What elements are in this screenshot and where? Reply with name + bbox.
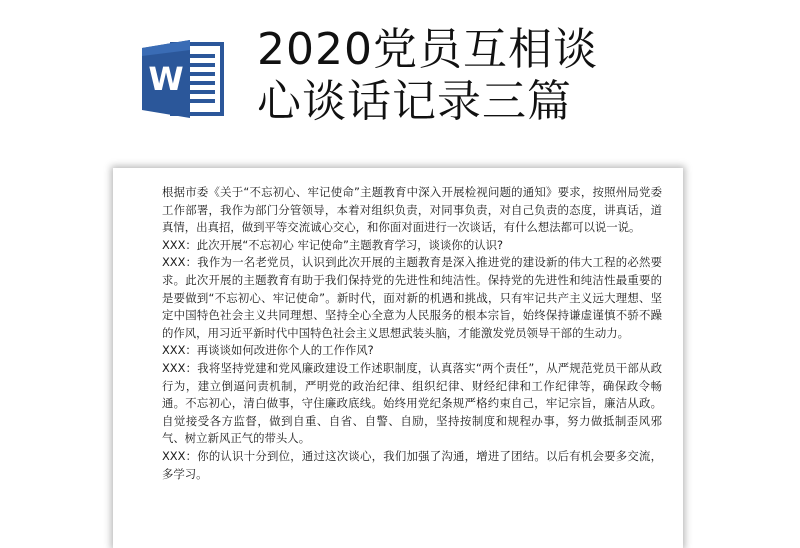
document-paragraph: XXX：你的认识十分到位，通过这次谈心，我们加强了沟通，增进了团结。以后有机会要多交流，多学习。: [162, 448, 662, 481]
sheet-line: [188, 81, 215, 85]
sheet-line: [188, 54, 215, 58]
header: [0, 0, 800, 160]
word-tile-letter: W: [148, 60, 184, 98]
document-paragraph: XXX：我将坚持党建和党风廉政建设工作述职制度，认真落实“两个责任”，从严规范党员干部从政行为，建立倒逼问责机制，严明党的政治纪律、组织纪律、财经纪律和工作纪律等，确保政令畅通。不忘初心，清白做事，守住廉政底线。始终用党纪条规严格约束自己，牢记宗旨，廉洁从政。自觉接受各方监督，做到自重、自省、自警、自励，坚持按制度和规程办事，努力做抵制歪风邪气、树立新风正气的带头人。: [162, 360, 662, 446]
document-page-preview: [113, 168, 683, 548]
page-title-line-1: 2020党员互相谈: [257, 24, 598, 75]
sheet-line: [188, 63, 215, 67]
word-document-icon: [140, 36, 230, 122]
sheet-line: [188, 99, 215, 103]
page-title: [257, 24, 677, 128]
document-paragraph: XXX：我作为一名老党员，认识到此次开展的主题教育是深入推进党的建设新的伟大工程的必然要求。此次开展的主题教育有助于我们保持党的先进性和纯洁性。保持党的先进性和纯洁性最重要的是要做到“不忘初心、牢记使命”。新时代，面对新的机遇和挑战，只有牢记共产主义远大理想、坚定中国特色社会主义共同理想、坚持全心全意为人民服务的根本宗旨，始终保持谦虚谨慎不骄不躁的作风，用习近平新时代中国特色社会主义思想武装头脑，才能激发党员领导干部的生动力。: [162, 255, 662, 340]
document-paragraph: XXX：此次开展“不忘初心 牢记使命”主题教育学习，谈谈你的认识?: [162, 237, 504, 252]
document-body: [162, 184, 662, 483]
sheet-line: [188, 90, 215, 94]
sheet-line: [188, 72, 215, 76]
page-title-line-2: 心谈话记录三篇: [257, 76, 572, 127]
document-paragraph: XXX：再谈谈如何改进你个人的工作作风?: [162, 343, 374, 358]
document-paragraph: 根据市委《关于“不忘初心、牢记使命”主题教育中深入开展检视问题的通知》要求，按照州局党委工作部署，我作为部门分管领导，本着对组织负责，对同事负责，对自己负责的态度，讲真话，道真情，出真招，做到平等交流诚心交心，和你面对面进行一次谈话，有什么想法都可以说一说。: [162, 185, 662, 235]
word-document-icon-graphic: [140, 36, 230, 122]
